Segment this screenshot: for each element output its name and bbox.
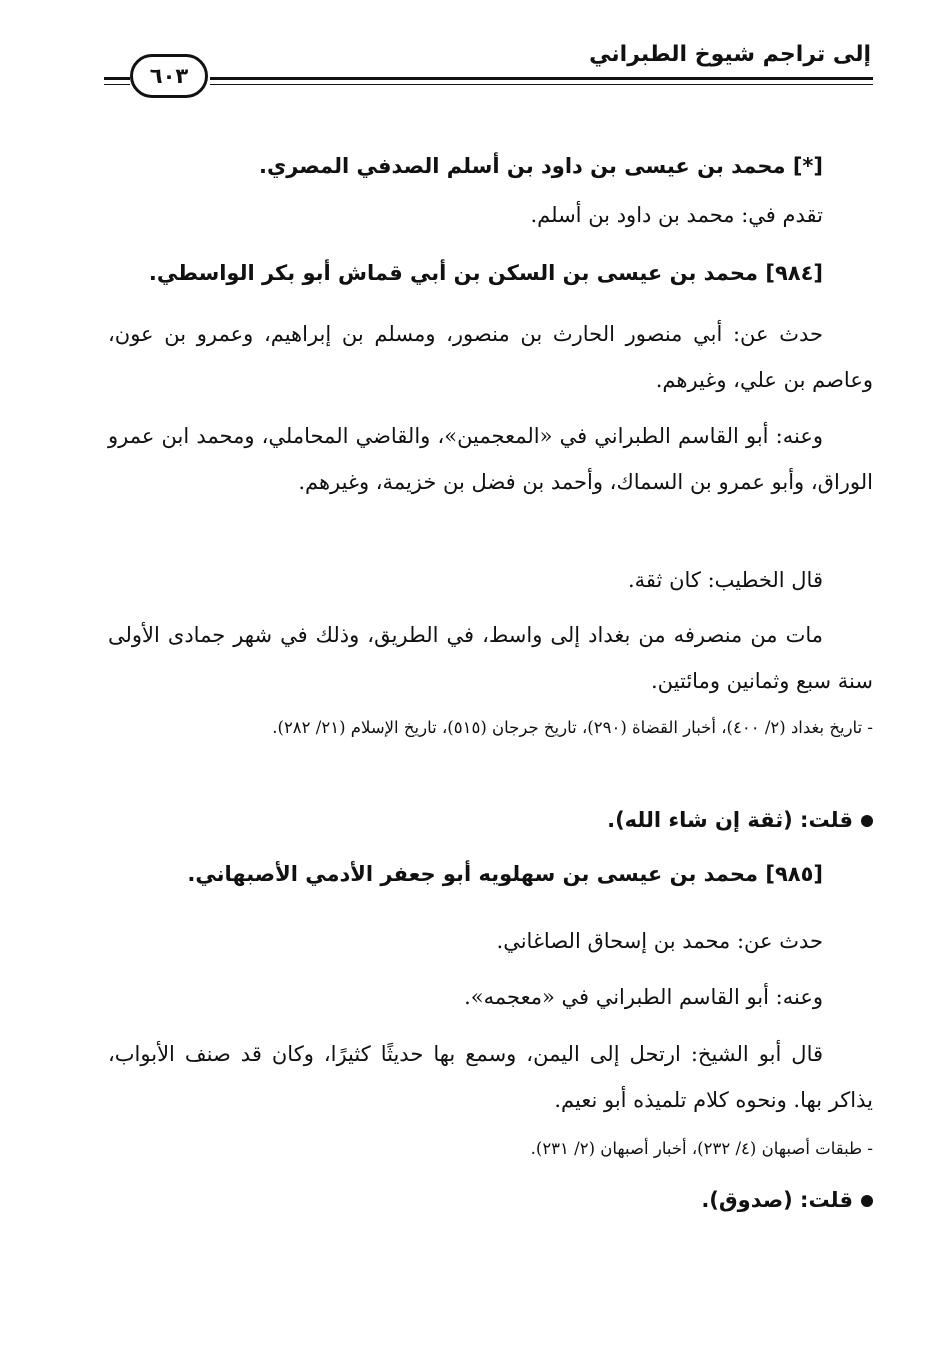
- entry-paragraph: تقدم في: محمد بن داود بن أسلم.: [530, 203, 823, 227]
- page-number: ٦٠٣: [149, 64, 189, 88]
- running-title: إلى تراجم شيوخ الطبراني: [589, 42, 871, 67]
- entry-paragraph: حدث عن: محمد بن إسحاق الصاغاني.: [496, 929, 823, 953]
- entry-heading: [٩٨٥] محمد بن عيسى بن سهلويه أبو جعفر الأدمي الأصبهاني.: [187, 862, 823, 886]
- header-rule-left-thick: [104, 77, 130, 80]
- verdict-line: [108, 1180, 873, 1220]
- verdict-text: قلت: (صدوق).: [701, 1188, 853, 1212]
- bullet-icon: [861, 1195, 873, 1207]
- header-rule-thin: [210, 84, 873, 85]
- entry-paragraph: قال أبو الشيخ: ارتحل إلى اليمن، وسمع بها حديثًا كثيرًا، وكان قد صنف الأبواب، يذاكر بها. ونحوه كلام تلميذه أبو نعيم.: [108, 1042, 873, 1112]
- entry-paragraph: حدث عن: أبي منصور الحارث بن منصور، ومسلم بن إبراهيم، وعمرو بن عون، وعاصم بن علي، وغيرهم.: [108, 322, 873, 392]
- verdict-text: قلت: (ثقة إن شاء الله).: [607, 808, 853, 832]
- entry-paragraph: وعنه: أبو القاسم الطبراني في «المعجمين»، والقاضي المحاملي، ومحمد ابن عمرو الوراق، وأبو عمرو بن السماك، وأحمد بن فضل بن خزيمة، وغيرهم.: [108, 424, 873, 494]
- verdict-line: [108, 800, 873, 840]
- entry-heading: [٩٨٤] محمد بن عيسى بن السكن بن أبي قماش أبو بكر الواسطي.: [148, 261, 823, 285]
- references-note: - تاريخ بغداد (٢/ ٤٠٠)، أخبار القضاة (٢٩٠)، تاريخ جرجان (٥١٥)، تاريخ الإسلام (٢١/ ٢٨٢).: [272, 718, 873, 737]
- entry-paragraph: مات من منصرفه من بغداد إلى واسط، في الطريق، وذلك في شهر جمادى الأولى سنة سبع وثمانين ومائتين.: [108, 623, 873, 693]
- page-number-badge: [130, 54, 208, 98]
- entry-paragraph: قال الخطيب: كان ثقة.: [628, 568, 823, 592]
- header-rule-thick: [210, 77, 873, 80]
- bullet-icon: [861, 815, 873, 827]
- references-note: - طبقات أصبهان (٤/ ٢٣٢)، أخبار أصبهان (٢/ ٢٣١).: [530, 1139, 873, 1158]
- header-rule-left-thin: [104, 84, 130, 85]
- entry-paragraph: وعنه: أبو القاسم الطبراني في «معجمه».: [464, 985, 823, 1009]
- entry-heading: [*] محمد بن عيسى بن داود بن أسلم الصدفي المصري.: [259, 154, 823, 178]
